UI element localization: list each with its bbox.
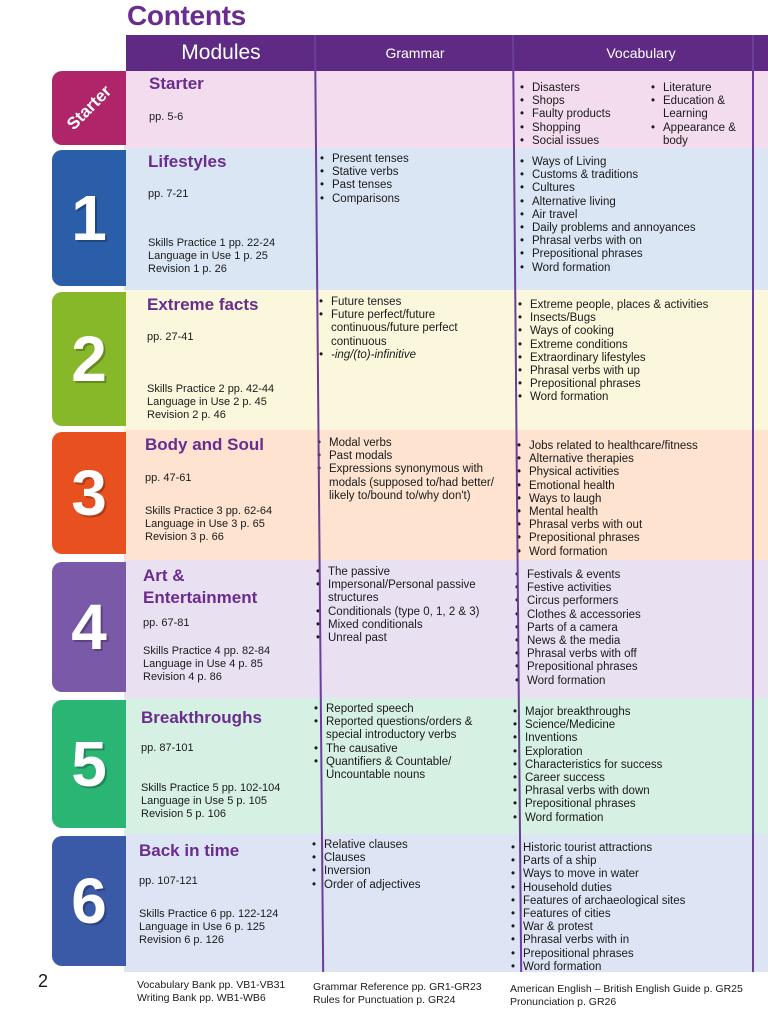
list-item: • Word formation xyxy=(516,391,761,404)
list-item: • The causative xyxy=(312,743,500,756)
list-item: • Past tenses xyxy=(318,179,508,192)
list-item: • Phrasal verbs with on xyxy=(518,235,758,248)
list-item: • Ways of cooking xyxy=(516,325,761,338)
module-5-vocabulary xyxy=(511,706,756,825)
list-item: • Festive activities xyxy=(513,582,758,595)
list-item: • Reported speech xyxy=(312,703,500,716)
list-item: • Prepositional phrases xyxy=(516,378,761,391)
list-item: • Prepositional phrases xyxy=(511,798,756,811)
skills-line: Revision 6 p. 126 xyxy=(139,934,224,946)
list-item: • Conditionals (type 0, 1, 2 & 3) xyxy=(314,606,502,619)
list-item: • Prepositional phrases xyxy=(509,948,754,961)
module-3-pages: pp. 47-61 xyxy=(145,472,192,484)
list-item: • Order of adjectives xyxy=(310,879,498,892)
list-item: • Reported questions/orders & special introductory verbs xyxy=(312,716,500,742)
module-4-skills xyxy=(143,645,270,684)
list-item: • The passive xyxy=(314,566,502,579)
starter-tab xyxy=(52,71,126,145)
module-1-tab xyxy=(52,150,126,286)
list-item: • Disasters xyxy=(518,82,653,95)
list-item: • Physical activities xyxy=(515,466,760,479)
list-item: • Jobs related to healthcare/fitness xyxy=(515,440,760,453)
module-6-vocabulary xyxy=(509,842,754,974)
module-2-grammar xyxy=(317,296,505,362)
module-1-number: 1 xyxy=(71,182,107,254)
list-item: • Impersonal/Personal passive structures xyxy=(314,579,502,605)
module-6-title: Back in time xyxy=(139,841,240,860)
list-item: • Word formation xyxy=(509,961,754,974)
list-item: • Features of archaeological sites xyxy=(509,895,754,908)
list-item: • Comparisons xyxy=(318,193,508,206)
module-1-skills xyxy=(148,237,275,276)
module-4-grammar xyxy=(314,566,502,645)
list-item: • Appearance & body xyxy=(649,122,759,148)
skills-line: Language in Use 2 p. 45 xyxy=(147,396,267,408)
list-item: • Extreme conditions xyxy=(516,339,761,352)
module-6-pages: pp. 107-121 xyxy=(139,875,198,887)
module-5-number: 5 xyxy=(71,728,107,800)
list-item: • Inversion xyxy=(310,865,498,878)
header-modules: Modules xyxy=(181,41,261,64)
list-item: • Present tenses xyxy=(318,153,508,166)
list-item: • Parts of a ship xyxy=(509,855,754,868)
skills-line: Revision 2 p. 46 xyxy=(147,409,226,421)
module-3-number: 3 xyxy=(71,457,107,529)
list-item: • Word formation xyxy=(518,262,758,275)
footer-line: American English – British English Guide p. GR25 xyxy=(510,983,743,995)
skills-line: Skills Practice 3 pp. 62-64 xyxy=(145,505,273,517)
skills-line: Skills Practice 5 pp. 102-104 xyxy=(141,782,281,794)
page-number: 2 xyxy=(38,971,49,991)
list-item: • Mixed conditionals xyxy=(314,619,502,632)
column-divider xyxy=(752,35,754,972)
list-item: • Household duties xyxy=(509,882,754,895)
module-2-number: 2 xyxy=(71,323,107,395)
skills-line: Language in Use 3 p. 65 xyxy=(145,518,265,530)
list-item: • Prepositional phrases xyxy=(518,248,758,261)
list-item: • Festivals & events xyxy=(513,569,758,582)
skills-line: Language in Use 6 p. 125 xyxy=(139,921,265,933)
list-item: • Stative verbs xyxy=(318,166,508,179)
footer-line: Rules for Punctuation p. GR24 xyxy=(313,994,456,1006)
module-6-skills xyxy=(139,908,278,947)
skills-line: Revision 1 p. 26 xyxy=(148,263,227,275)
skills-line: Skills Practice 4 pp. 82-84 xyxy=(143,645,271,657)
list-item: • Word formation xyxy=(513,675,758,688)
module-6-tab xyxy=(52,836,126,966)
list-item: • Parts of a camera xyxy=(513,622,758,635)
list-item: • News & the media xyxy=(513,635,758,648)
list-item: • Daily problems and annoyances xyxy=(518,222,758,235)
module-4-pages: pp. 67-81 xyxy=(143,617,190,629)
module-6-number: 6 xyxy=(71,865,107,937)
module-1-grammar xyxy=(318,153,508,206)
skills-line: Language in Use 5 p. 105 xyxy=(141,795,267,807)
module-4-vocabulary xyxy=(513,569,758,688)
footer-line: Pronunciation p. GR26 xyxy=(510,996,617,1008)
module-1-title: Lifestyles xyxy=(148,152,227,171)
module-4-title: Art & Entertainment xyxy=(143,566,258,607)
list-item: • Phrasal verbs with down xyxy=(511,785,756,798)
skills-line: Skills Practice 1 pp. 22-24 xyxy=(148,237,276,249)
module-2-skills xyxy=(147,383,274,422)
footer-line: Vocabulary Bank pp. VB1-VB31 xyxy=(137,979,286,991)
list-item: • Word formation xyxy=(511,812,756,825)
module-5-pages: pp. 87-101 xyxy=(141,742,194,754)
list-item: • Inventions xyxy=(511,732,756,745)
list-item: • Characteristics for success xyxy=(511,759,756,772)
list-item: • Emotional health xyxy=(515,480,760,493)
list-item: • Prepositional phrases xyxy=(515,532,760,545)
list-item: • Air travel xyxy=(518,209,758,222)
list-item: • Features of cities xyxy=(509,908,754,921)
list-item: • Shops xyxy=(518,95,653,108)
list-item: • Major breakthroughs xyxy=(511,706,756,719)
list-item: • Circus performers xyxy=(513,595,758,608)
skills-line: Language in Use 1 p. 25 xyxy=(148,250,268,262)
table-header xyxy=(126,35,768,71)
module-3-vocabulary xyxy=(515,440,760,559)
header-grammar: Grammar xyxy=(385,45,445,61)
header-vocabulary: Vocabulary xyxy=(606,45,676,61)
starter-vocabulary-col2 xyxy=(649,82,759,148)
module-4-tab xyxy=(52,562,126,692)
list-item: • War & protest xyxy=(509,921,754,934)
list-item: • Modal verbs xyxy=(315,437,503,450)
module-6-grammar xyxy=(310,839,498,892)
list-item: • Phrasal verbs with up xyxy=(516,365,761,378)
list-item: • Clauses xyxy=(310,852,498,865)
list-item: • Ways to move in water xyxy=(509,868,754,881)
module-3-tab xyxy=(52,432,126,554)
starter-tab-label: Starter xyxy=(62,81,115,134)
list-item: • Relative clauses xyxy=(310,839,498,852)
list-item: • Future perfect/future continuous/future perfect continuous xyxy=(317,309,505,349)
module-4-number: 4 xyxy=(71,591,107,663)
skills-line: Revision 5 p. 106 xyxy=(141,808,226,820)
list-item: • Social issues xyxy=(518,135,653,148)
list-item: • Historic tourist attractions xyxy=(509,842,754,855)
list-item: • Word formation xyxy=(515,546,760,559)
list-item: • Alternative living xyxy=(518,196,758,209)
list-item: • Customs & traditions xyxy=(518,169,758,182)
module-5-skills xyxy=(141,782,280,821)
footer-col2 xyxy=(313,981,482,1007)
module-5-grammar xyxy=(312,703,500,782)
footer-col3 xyxy=(510,983,743,1009)
list-item: • Prepositional phrases xyxy=(513,661,758,674)
list-item: • Science/Medicine xyxy=(511,719,756,732)
list-item: • Past modals xyxy=(315,450,503,463)
list-item: • Phrasal verbs with out xyxy=(515,519,760,532)
list-item: • Ways to laugh xyxy=(515,493,760,506)
skills-line: Revision 4 p. 86 xyxy=(143,671,222,683)
footer-line: Grammar Reference pp. GR1-GR23 xyxy=(313,981,482,993)
skills-line: Skills Practice 2 pp. 42-44 xyxy=(147,383,275,395)
skills-line: Revision 3 p. 66 xyxy=(145,531,224,543)
starter-title: Starter xyxy=(149,74,204,93)
list-item: • Expressions synonymous with modals (supposed to/had better/ likely to/bound to/why don't) xyxy=(315,463,503,503)
module-3-title: Body and Soul xyxy=(145,435,264,454)
list-item: • Future tenses xyxy=(317,296,505,309)
list-item: • Mental health xyxy=(515,506,760,519)
module-5-title: Breakthroughs xyxy=(141,708,262,727)
list-item: • Extreme people, places & activities xyxy=(516,299,761,312)
module-2-tab xyxy=(52,292,126,426)
module-1-vocabulary xyxy=(518,156,758,275)
module-1-pages: pp. 7-21 xyxy=(148,188,189,200)
list-item: • Shopping xyxy=(518,122,653,135)
list-item: • Extraordinary lifestyles xyxy=(516,352,761,365)
list-item: • Education & Learning xyxy=(649,95,759,121)
list-item: • Faulty products xyxy=(518,108,653,121)
module-3-grammar xyxy=(315,437,503,503)
module-3-skills xyxy=(145,505,272,544)
list-item: • Insects/Bugs xyxy=(516,312,761,325)
skills-line: Language in Use 4 p. 85 xyxy=(143,658,263,670)
list-item: • Phrasal verbs with off xyxy=(513,648,758,661)
list-item: • Alternative therapies xyxy=(515,453,760,466)
page-title: Contents xyxy=(127,0,246,31)
module-2-title: Extreme facts xyxy=(147,295,259,314)
list-item: • Literature xyxy=(649,82,759,95)
module-2-vocabulary xyxy=(516,299,761,405)
module-2-pages: pp. 27-41 xyxy=(147,331,194,343)
starter-pages: pp. 5-6 xyxy=(149,111,184,123)
module-5-tab xyxy=(52,700,126,828)
footer-line: Writing Bank pp. WB1-WB6 xyxy=(137,992,266,1004)
list-item: • Phrasal verbs with in xyxy=(509,934,754,947)
list-item: • Exploration xyxy=(511,746,756,759)
list-item: • Quantifiers & Countable/ Uncountable nouns xyxy=(312,756,500,782)
list-item: • Clothes & accessories xyxy=(513,609,758,622)
list-item: • Cultures xyxy=(518,182,758,195)
starter-vocabulary-col1 xyxy=(518,82,653,148)
list-item: • Career success xyxy=(511,772,756,785)
footer-col1 xyxy=(137,979,285,1005)
list-item: • -ing/(to)-infinitive xyxy=(317,349,505,362)
list-item: • Ways of Living xyxy=(518,156,758,169)
list-item: • Unreal past xyxy=(314,632,502,645)
skills-line: Skills Practice 6 pp. 122-124 xyxy=(139,908,279,920)
